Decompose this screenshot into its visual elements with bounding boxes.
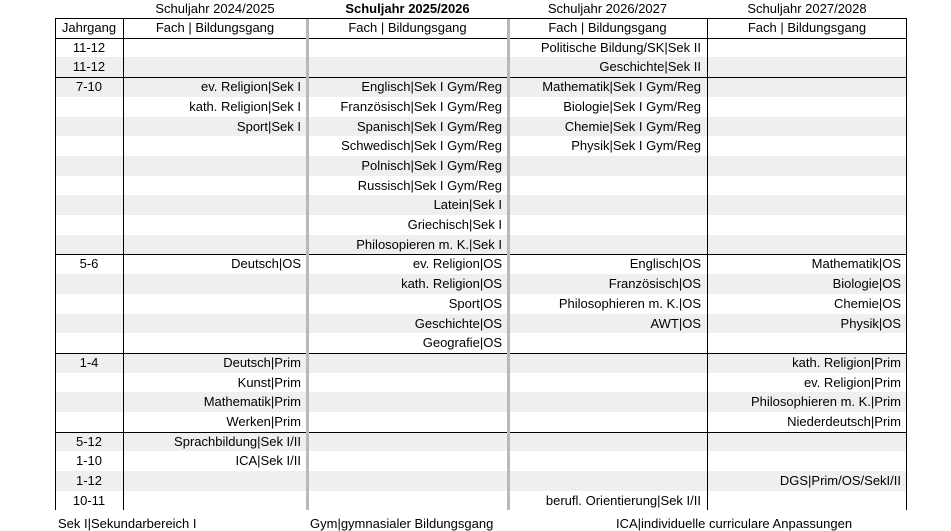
subject-cell: Geografie|OS (422, 335, 502, 351)
subject-cell: Physik|Sek I Gym/Reg (571, 138, 701, 154)
subject-cell: Geschichte|OS (414, 315, 502, 331)
jahrgang-cell: 5-6 (79, 256, 99, 272)
subject-cell: Philosophieren m. K.|Prim (750, 394, 901, 410)
jahrgang-cell: 11-12 (72, 39, 106, 55)
subject-cell: Werken|Prim (226, 414, 301, 429)
header-jahrgang: Jahrgang (61, 20, 117, 35)
jahrgang-cell: 7-10 (75, 79, 103, 95)
school-year-4: Schuljahr 2027/2028 (747, 1, 867, 16)
subject-cell: Französisch|Sek I Gym/Reg (340, 98, 502, 114)
jahrgang-cell: 1-12 (75, 473, 103, 489)
school-year-2: Schuljahr 2025/2026 (345, 1, 470, 16)
subject-cell: Biologie|Sek I Gym/Reg (563, 98, 701, 114)
jahrgang-cell: 5-12 (75, 433, 103, 449)
subject-cell: Deutsch|Prim (223, 354, 301, 370)
jahrgang-cell: 10-11 (72, 492, 106, 508)
school-year-3: Schuljahr 2026/2027 (547, 1, 668, 16)
subject-cell: Philosophieren m. K.|OS (558, 295, 701, 311)
subject-cell: Englisch|OS (629, 256, 701, 272)
subject-cell: Deutsch|OS (231, 256, 301, 272)
subject-cell: Französisch|OS (608, 276, 701, 292)
subject-cell: Schwedisch|Sek I Gym/Reg (341, 138, 502, 154)
subject-cell: DGS|Prim/OS/SekI/II (779, 473, 901, 489)
subject-cell: ev. Religion|Sek I (201, 79, 301, 95)
subject-cell: Mathematik|OS (811, 256, 901, 272)
subject-cell: AWT|OS (650, 315, 701, 331)
subject-cell: kath. Religion|Sek I (189, 98, 301, 114)
table-border (55, 18, 907, 510)
subject-cell: Kunst|Prim (237, 374, 301, 390)
jahrgang-cell: 11-12 (72, 59, 106, 75)
subject-cell: Niederdeutsch|Prim (787, 414, 901, 429)
jahrgang-cell: 1-10 (75, 453, 103, 469)
subject-cell: Mathematik|Sek I Gym/Reg (542, 79, 701, 95)
subject-cell: kath. Religion|OS (401, 276, 502, 292)
subject-cell: Physik|OS (840, 315, 901, 331)
subject-cell: Russisch|Sek I Gym/Reg (357, 177, 502, 193)
subject-cell: Griechisch|Sek I (407, 217, 502, 232)
jahrgang-cell: 1-4 (79, 354, 99, 370)
subject-cell: berufl. Orientierung|Sek I/II (545, 492, 701, 508)
subject-cell: ICA|Sek I/II (235, 453, 301, 469)
school-year-header (55, 0, 907, 18)
legend-entry: Sek I|Sekundarbereich I (58, 516, 197, 531)
subject-cell: Geschichte|Sek II (599, 59, 701, 75)
subject-cell: Polnisch|Sek I Gym/Reg (361, 157, 502, 173)
legend-entry: Gym|gymnasialer Bildungsgang (310, 516, 494, 531)
subject-cell: Sprachbildung|Sek I/II (174, 433, 301, 449)
subject-cell: kath. Religion|Prim (792, 354, 901, 370)
subject-cell: Latein|Sek I (433, 197, 502, 213)
subject-cell: Sport|OS (448, 295, 502, 311)
subject-cell: Chemie|OS (834, 295, 901, 311)
subject-cell: Chemie|Sek I Gym/Reg (564, 118, 701, 134)
subject-cell: Politische Bildung/SK|Sek II (540, 39, 701, 55)
subject-cell: Sport|Sek I (236, 118, 301, 134)
header-fach-bildungsgang: Fach | Bildungsgang (548, 20, 667, 35)
header-fach-bildungsgang: Fach | Bildungsgang (348, 20, 467, 35)
legend-entry: ICA|individuelle curriculare Anpassungen (616, 516, 853, 531)
header-fach-bildungsgang: Fach | Bildungsgang (747, 20, 867, 35)
subject-cell: Englisch|Sek I Gym/Reg (361, 79, 502, 95)
subject-cell: Mathematik|Prim (203, 394, 301, 410)
subject-cell: ev. Religion|Prim (803, 374, 901, 390)
subject-cell: Spanisch|Sek I Gym/Reg (357, 118, 502, 134)
subject-cell: ev. Religion|OS (412, 256, 502, 272)
subject-cell: Biologie|OS (832, 276, 901, 292)
header-fach-bildungsgang: Fach | Bildungsgang (155, 20, 275, 35)
school-year-1: Schuljahr 2024/2025 (155, 1, 275, 16)
subject-cell: Philosopieren m. K.|Sek I (356, 236, 502, 252)
subject-schedule-table (55, 18, 907, 510)
